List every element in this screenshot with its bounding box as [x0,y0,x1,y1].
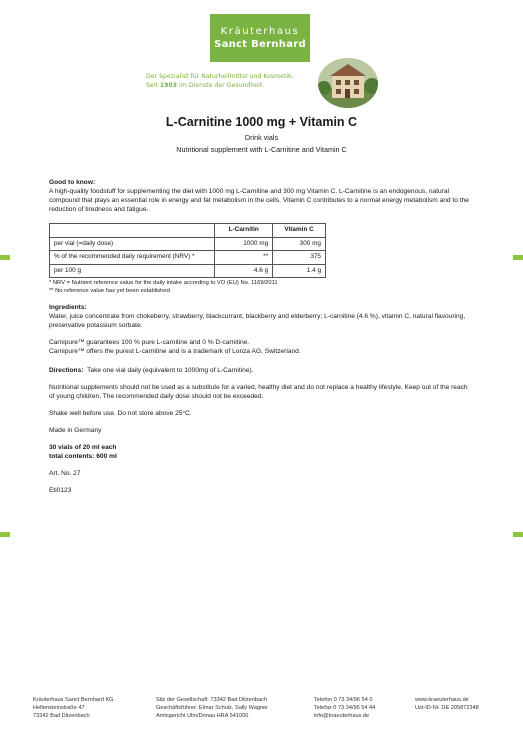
label-content [49,178,474,495]
table-cell: % of the recommended daily requirement (NRV) * [50,251,215,265]
directions-heading: Directions: [49,367,84,375]
table-cell: ** [215,251,273,265]
footer-website[interactable]: www.kraeuterhaus.de [415,697,469,703]
table-cell: 300 mg [273,237,326,251]
logo-line1: Kräuterhaus [220,26,300,37]
package-count: 30 vials of 20 ml each [49,444,117,452]
nutrition-table [49,223,326,278]
good-to-know-text: A high-quality foodstuff for supplementing the diet with 1000 mg L-Carnitine and 300 mg Vitamin C. L-Carnitine is an endogenous, natural compound that plays an essential role in energy and fat metabolism in the cells. Vitamin C contributes to a normal energy metabolism and to the reduction of tiredness and fatigue. [49,188,469,213]
logo-line2: Sanct Bernhard [214,39,306,50]
side-mark [0,532,10,537]
house-photo [318,58,378,108]
origin-note: Made in Germany [49,427,102,435]
footer-vat-id: Ust-ID-Nr. DE 205872348 [415,704,479,711]
package-contents: total contents: 600 ml [49,453,117,461]
table-cell: 4.6 g [215,264,273,278]
article-number: Art. No. 27 [49,470,81,478]
table-row [50,251,326,265]
table-cell: 1000 mg [215,237,273,251]
good-to-know-heading: Good to know: [49,179,96,186]
directions-text: Take one vial daily (equivalent to 1000mg of L-Carnitine). [87,367,254,375]
product-title-block [0,115,523,154]
footer-fax: Telefax 0 73 34/96 54 44 [314,704,376,711]
table-row [50,237,326,251]
footer-web [415,697,479,713]
table-header-cell: L-Carnitin [215,224,273,238]
footnote-no-reference: ** No reference value has yet been established [49,287,170,294]
tagline [146,73,294,90]
footer-court: Amtsgericht Ulm/Donau HRA 541000 [156,712,249,719]
side-mark [513,255,523,260]
table-row [50,264,326,278]
footer-email[interactable]: info@kraeuterhaus.de [314,712,370,719]
table-cell: 375 [273,251,326,265]
table-header-cell: Vitamin C [273,224,326,238]
table-footnote [49,280,474,295]
footer-contact [314,697,375,720]
storage-note: Shake well before use. Do not store above 25°C. [49,410,192,418]
footer-company-name: Kräuterhaus Sanct Bernhard KG [33,697,114,703]
footer-city: 73342 Bad Ditzenbach [33,712,90,719]
side-mark [0,255,10,260]
footer-seat: Sitz der Gesellschaft: 73342 Bad Ditzenbach [156,697,268,703]
supplement-warning: Nutritional supplements should not be used as a substitute for a varied, healthy diet and do not replace a healthy lifestyle. Keep out of the reach of young children. The recommended daily dose should not be exceeded. [49,384,468,401]
tagline-line2 [146,82,294,91]
directions-line [49,366,474,375]
tagline-line1: Der Spezialist für Naturheilmittel und Kosmetik. [146,73,294,80]
carnipure-guarantee: Carnipure™ guarantees 100 % pure L-carnitine and 0 % D-carnitine. [49,339,250,347]
footer-phone: Telefon 0 73 34/96 54 0 [314,697,373,703]
footnote-nrv: * NRV = Nutrient reference value for the daily intake according to VO (EU) No. 1169/2011 [49,280,278,286]
product-title: L-Carnitine 1000 mg + Vitamin C [165,115,358,129]
tagline-pre: Seit [146,81,160,89]
side-mark [513,532,523,537]
brand-logo [210,14,310,62]
table-header-row [50,224,326,238]
carnipure-trademark: Carnipure™ offers the purest L-carnitine and is a trademark of Lonza AG, Switzerland. [49,348,301,356]
table-cell: per vial (=daily dose) [50,237,215,251]
tagline-post: im Dienste der Gesundheit. [177,81,265,89]
footer-street: Helfensteinstraße 47 [33,704,85,711]
eti-code: Eti0123 [49,487,72,495]
table-cell: per 100 g [50,264,215,278]
table-cell: 1.4 g [273,264,326,278]
tagline-year: 1903 [159,81,178,89]
ingredients-heading: Ingredients: [49,304,87,312]
table-header-cell [50,224,215,238]
product-form: Drink vials [244,133,279,142]
product-description: Nutritional supplement with L-Carnitine and Vitamin C [176,145,347,154]
footer-address [33,697,114,720]
footer-managers: Geschäftsführer: Elmar Schulz, Sally Wagner [156,704,269,711]
footer-legal [156,697,268,720]
ingredients-text: Water, juice concentrate from chokeberry, strawberry, blackcurrant, blackberry and elderberry; L-carnitine (4.6 %), vitamin C, natural flavouring, preservative potassium sorbate. [49,313,466,330]
